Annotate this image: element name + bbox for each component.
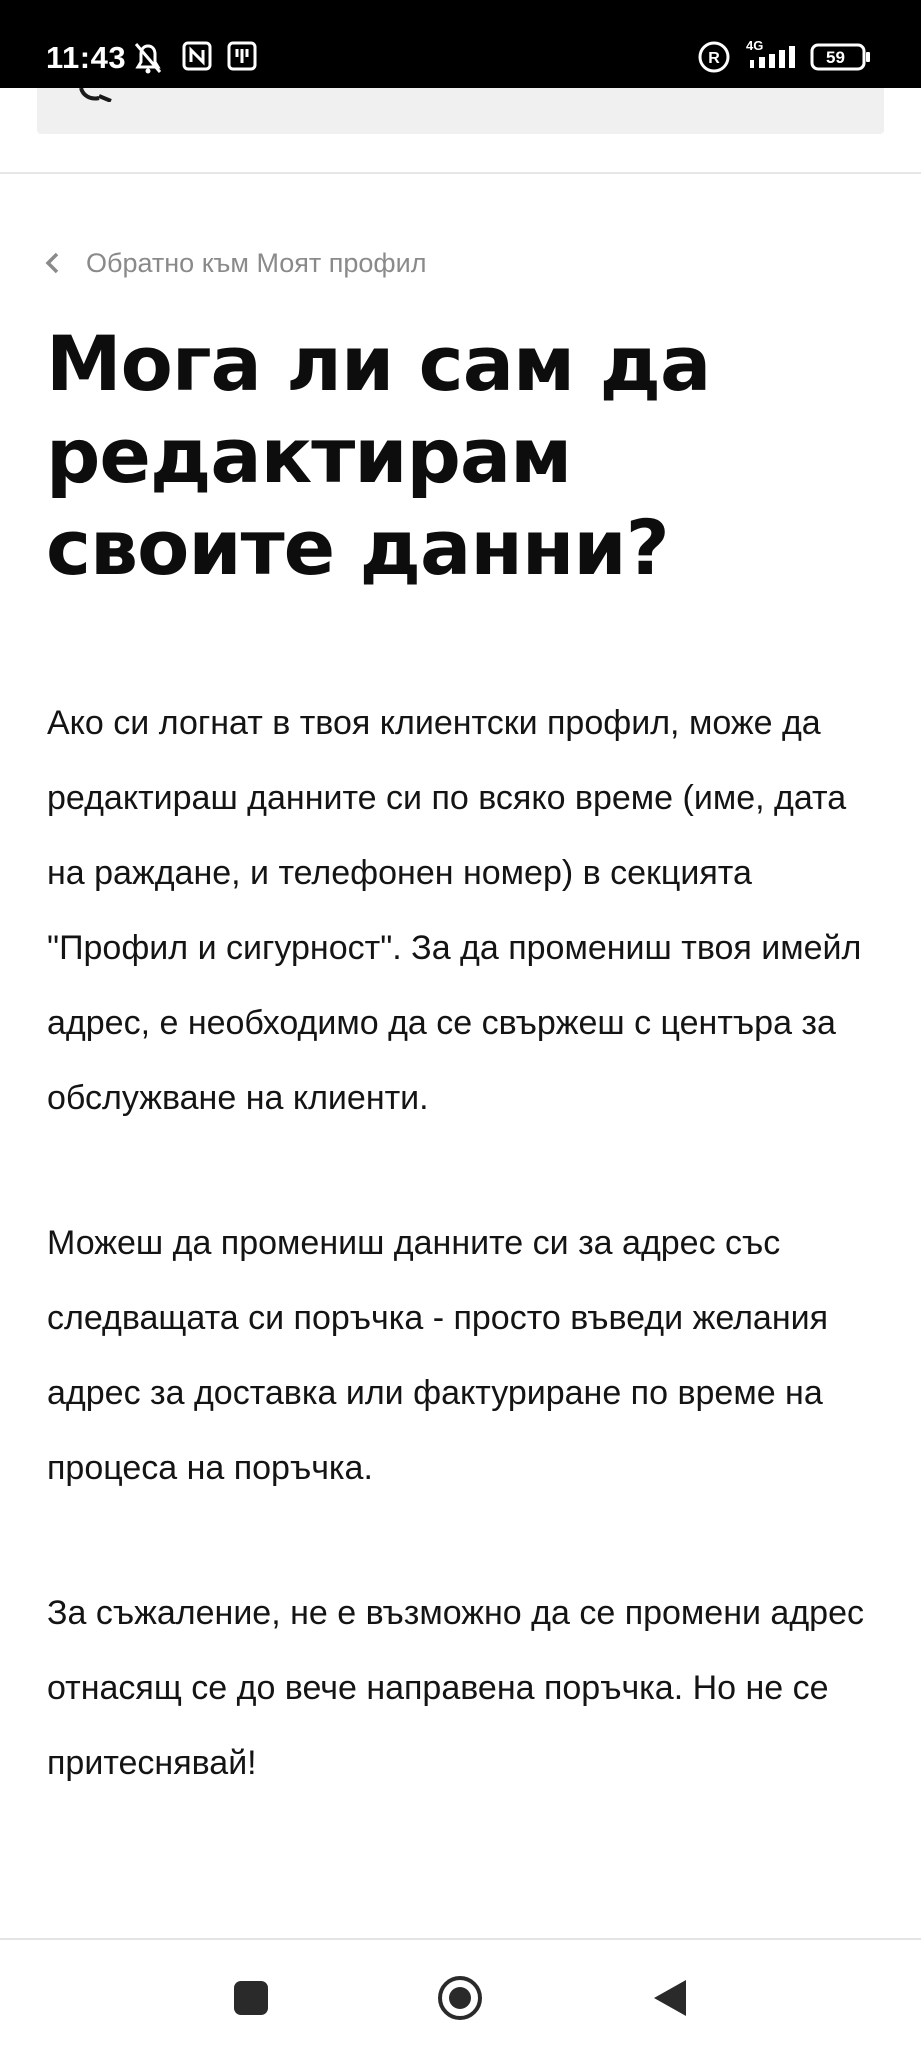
- back-triangle-icon[interactable]: [646, 1974, 694, 2022]
- back-to-profile-link[interactable]: [40, 243, 426, 283]
- search-field[interactable]: [37, 88, 884, 134]
- breadcrumb-label: Обратно към Моят профил: [86, 247, 427, 278]
- status-time: 11:43: [46, 40, 127, 75]
- search-icon: [77, 88, 121, 107]
- network-type: 4G: [746, 38, 764, 53]
- system-nav-bar: [0, 1938, 921, 2050]
- svg-text:R: R: [708, 50, 720, 67]
- signal-icon: [748, 44, 800, 75]
- home-circle-icon[interactable]: [436, 1974, 484, 2022]
- vibrate-icon: [226, 40, 258, 77]
- page-title: Мога ли сам да редактирам своите данни?: [46, 319, 711, 592]
- article-body: [47, 686, 877, 1871]
- status-bar: [0, 0, 921, 88]
- battery-level: 59: [826, 48, 845, 67]
- chevron-left-icon: [40, 248, 66, 278]
- silent-bell-icon: [128, 40, 168, 81]
- article-paragraph: За съжаление, не е възможно да се промени адрес отнасящ се до вече направена поръчка. Но не се притеснявай!: [47, 1594, 864, 1782]
- article-paragraph: Ако си логнат в твоя клиентски профил, може да редактираш данните си по всяко време (име, дата на раждане, и телефонен номер) в секцията "Профил и сигурност". За да промениш твоя имейл адрес, е необходимо да се свържеш с центъра за обслужване на клиенти.: [47, 704, 862, 1117]
- registered-icon: [697, 40, 731, 79]
- nfc-icon: [181, 40, 213, 77]
- header-divider: [0, 172, 921, 174]
- recents-square-icon[interactable]: [227, 1974, 275, 2022]
- article-paragraph: Можеш да промениш данните си за адрес със следващата си поръчка - просто въведи желания адрес за доставка или фактуриране по време на процеса на поръчка.: [47, 1224, 829, 1487]
